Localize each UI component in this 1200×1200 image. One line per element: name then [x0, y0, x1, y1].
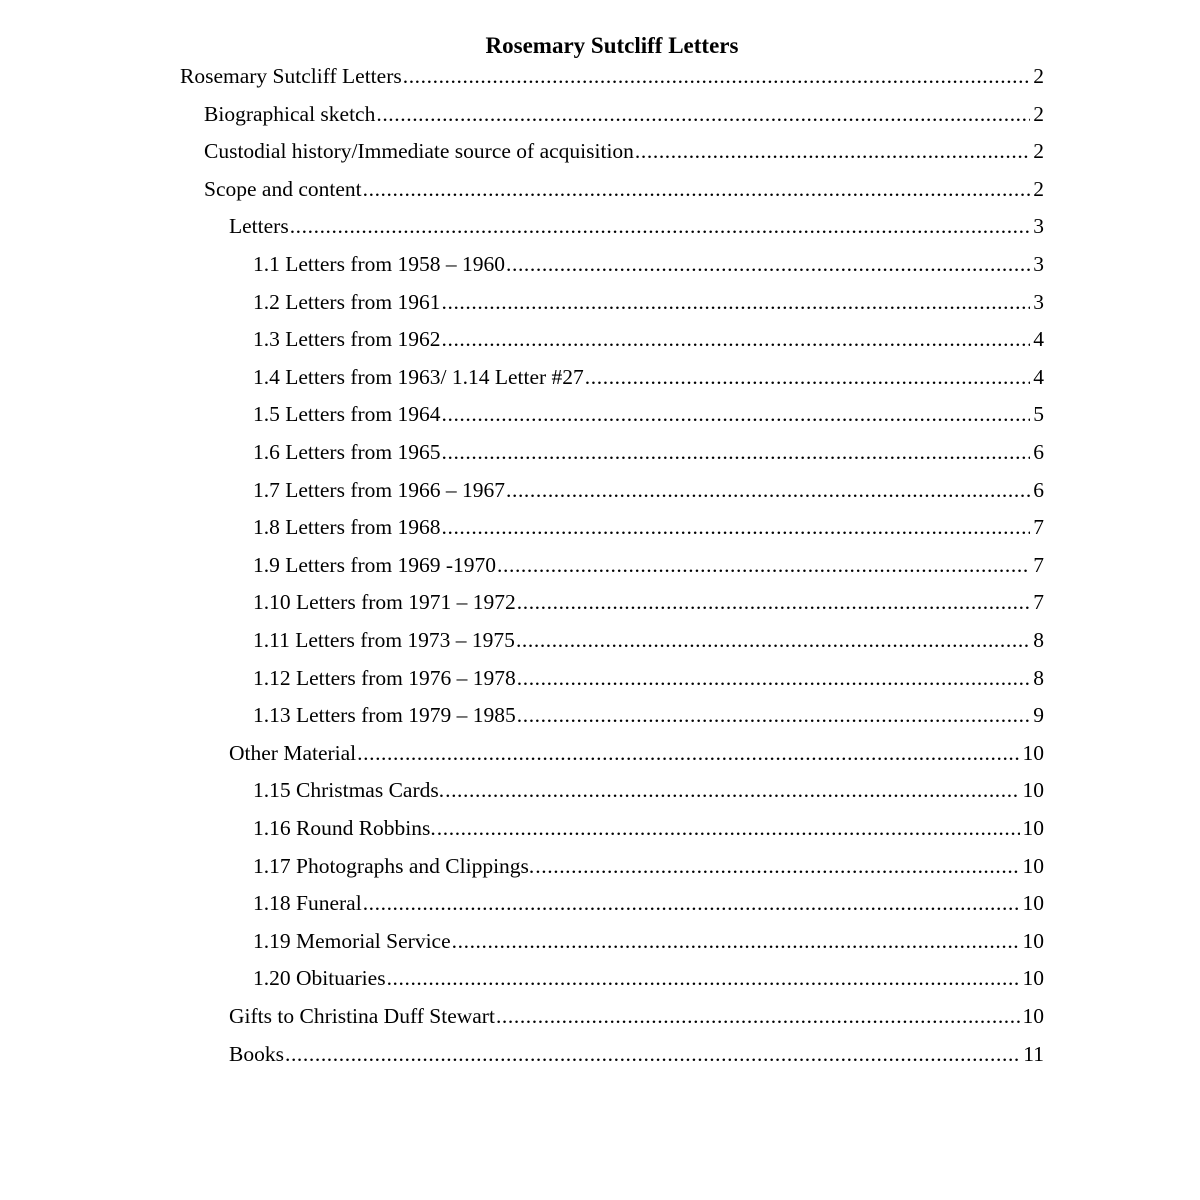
toc-dot-leader	[363, 889, 1020, 917]
toc-page-number: 2	[1033, 101, 1044, 126]
document-title: Rosemary Sutcliff Letters	[485, 33, 739, 58]
toc-entry[interactable]	[253, 658, 1044, 692]
toc-dot-leader	[497, 551, 1030, 579]
toc-entry-label: 1.18 Funeral	[253, 891, 362, 916]
toc-dot-leader	[516, 626, 1030, 654]
toc-entry-label: Letters	[229, 214, 289, 239]
toc-dot-leader	[376, 100, 1030, 128]
toc-page-number: 10	[1022, 966, 1044, 991]
toc-entry[interactable]	[229, 1034, 1044, 1068]
toc-dot-leader	[535, 852, 1019, 880]
toc-entry[interactable]	[229, 996, 1044, 1030]
toc-entry-label: 1.2 Letters from 1961	[253, 289, 441, 314]
toc-entry-label: Rosemary Sutcliff Letters	[180, 64, 402, 88]
toc-entry[interactable]	[253, 357, 1044, 391]
toc-dot-leader	[363, 175, 1031, 203]
toc-dot-leader	[445, 776, 1019, 804]
toc-page-number: 10	[1022, 853, 1044, 878]
toc-dot-leader	[437, 814, 1020, 842]
toc-entry-label: Gifts to Christina Duff Stewart	[229, 1004, 495, 1028]
toc-dot-leader	[357, 739, 1019, 767]
toc-entry-label: 1.9 Letters from 1969 -1970	[253, 552, 497, 577]
toc-dot-leader	[517, 588, 1031, 616]
toc-entry-label: 1.13 Letters from 1979 – 1985	[253, 703, 516, 728]
toc-entry[interactable]	[253, 282, 1044, 316]
toc-entry[interactable]	[229, 733, 1044, 767]
toc-page-number: 2	[1033, 64, 1044, 88]
toc-entry-label: 1.4 Letters from 1963/ 1.14 Letter #27	[253, 364, 584, 389]
toc-dot-leader	[290, 212, 1031, 240]
toc-entry[interactable]	[253, 846, 1044, 880]
toc-entry[interactable]	[253, 921, 1044, 955]
toc-entry[interactable]	[253, 244, 1044, 278]
toc-entry-label: Scope and content	[204, 176, 362, 201]
toc-entry-label: 1.6 Letters from 1965	[253, 440, 441, 464]
toc-entry-label: 1.19 Memorial Service	[253, 928, 451, 953]
toc-dot-leader	[442, 325, 1031, 353]
toc-entry[interactable]	[253, 470, 1044, 504]
toc-entry[interactable]	[204, 94, 1044, 128]
toc-dot-leader	[585, 363, 1030, 391]
toc-entry[interactable]	[253, 394, 1044, 428]
toc-entry[interactable]	[253, 958, 1044, 992]
toc-page-number: 10	[1022, 1004, 1044, 1028]
toc-dot-leader	[517, 701, 1031, 729]
toc-page-number: 3	[1033, 214, 1044, 239]
toc-page-number: 4	[1033, 327, 1044, 352]
toc-entry[interactable]	[229, 206, 1044, 240]
toc-entry-label: Custodial history/Immediate source of acquisition	[204, 139, 634, 164]
toc-dot-leader	[496, 1002, 1020, 1030]
toc-page-number: 4	[1033, 364, 1044, 389]
toc-page-number: 6	[1033, 440, 1044, 464]
toc-page-number: 8	[1033, 628, 1044, 652]
toc-dot-leader	[506, 476, 1030, 504]
toc-entry-label: Other Material	[229, 740, 357, 765]
toc-entry-label: 1.12 Letters from 1976 – 1978	[253, 665, 516, 690]
toc-entry[interactable]	[253, 507, 1044, 541]
toc-entry-label: Biographical sketch	[204, 101, 376, 126]
toc-page-number: 7	[1033, 590, 1044, 615]
toc-page-number: 10	[1022, 891, 1044, 916]
toc-page-number: 9	[1033, 703, 1044, 728]
toc-entry[interactable]	[253, 808, 1044, 842]
toc-page-number: 10	[1022, 740, 1044, 765]
toc-dot-leader	[442, 288, 1031, 316]
toc-page-number: 7	[1033, 552, 1044, 577]
toc-page-number: 6	[1033, 477, 1044, 502]
toc-entry-label: 1.7 Letters from 1966 – 1967	[253, 477, 505, 502]
toc-entry[interactable]	[253, 620, 1044, 654]
toc-entry-label: Books	[229, 1041, 284, 1066]
toc-dot-leader	[442, 513, 1031, 541]
toc-entry[interactable]	[253, 582, 1044, 616]
toc-dot-leader	[403, 62, 1031, 90]
toc-page-number: 3	[1033, 289, 1044, 314]
toc-dot-leader	[517, 664, 1031, 692]
toc-entry[interactable]	[253, 432, 1044, 466]
toc-entry-label: 1.16 Round Robbins.	[253, 816, 436, 840]
toc-entry-label: 1.11 Letters from 1973 – 1975	[253, 628, 515, 652]
toc-page-number: 7	[1033, 515, 1044, 540]
toc-entry[interactable]	[253, 319, 1044, 353]
toc-dot-leader	[452, 927, 1020, 955]
toc-entry[interactable]	[204, 169, 1044, 203]
toc-dot-leader	[635, 137, 1030, 165]
toc-page-number: 10	[1022, 778, 1044, 803]
toc-entry[interactable]	[204, 131, 1044, 165]
toc-page-number: 3	[1033, 252, 1044, 276]
toc-page-number: 10	[1022, 928, 1044, 953]
toc-entry[interactable]	[180, 56, 1044, 90]
toc-page-number: 8	[1033, 665, 1044, 690]
toc-page-number: 2	[1033, 139, 1044, 164]
toc-entry-label: 1.5 Letters from 1964	[253, 402, 441, 427]
toc-dot-leader	[285, 1040, 1020, 1068]
toc-entry[interactable]	[253, 695, 1044, 729]
toc-dot-leader	[442, 400, 1031, 428]
toc-entry[interactable]	[253, 770, 1044, 804]
toc-entry-label: 1.15 Christmas Cards.	[253, 778, 445, 803]
toc-dot-leader	[442, 438, 1031, 466]
toc-dot-leader	[387, 964, 1020, 992]
toc-entry[interactable]	[253, 545, 1044, 579]
toc-entry-label: 1.17 Photographs and Clippings.	[253, 853, 535, 878]
toc-page-number: 2	[1033, 176, 1044, 201]
toc-entry-label: 1.3 Letters from 1962	[253, 327, 441, 352]
toc-page-number: 11	[1023, 1041, 1044, 1066]
toc-page-number: 5	[1033, 402, 1044, 427]
toc-entry-label: 1.10 Letters from 1971 – 1972	[253, 590, 516, 615]
toc-entry-label: 1.20 Obituaries	[253, 966, 386, 991]
toc-dot-leader	[506, 250, 1030, 278]
toc-entry-label: 1.8 Letters from 1968	[253, 515, 441, 540]
toc-entry[interactable]	[253, 883, 1044, 917]
toc-page-number: 10	[1022, 816, 1044, 840]
toc-entry-label: 1.1 Letters from 1958 – 1960	[253, 252, 505, 276]
